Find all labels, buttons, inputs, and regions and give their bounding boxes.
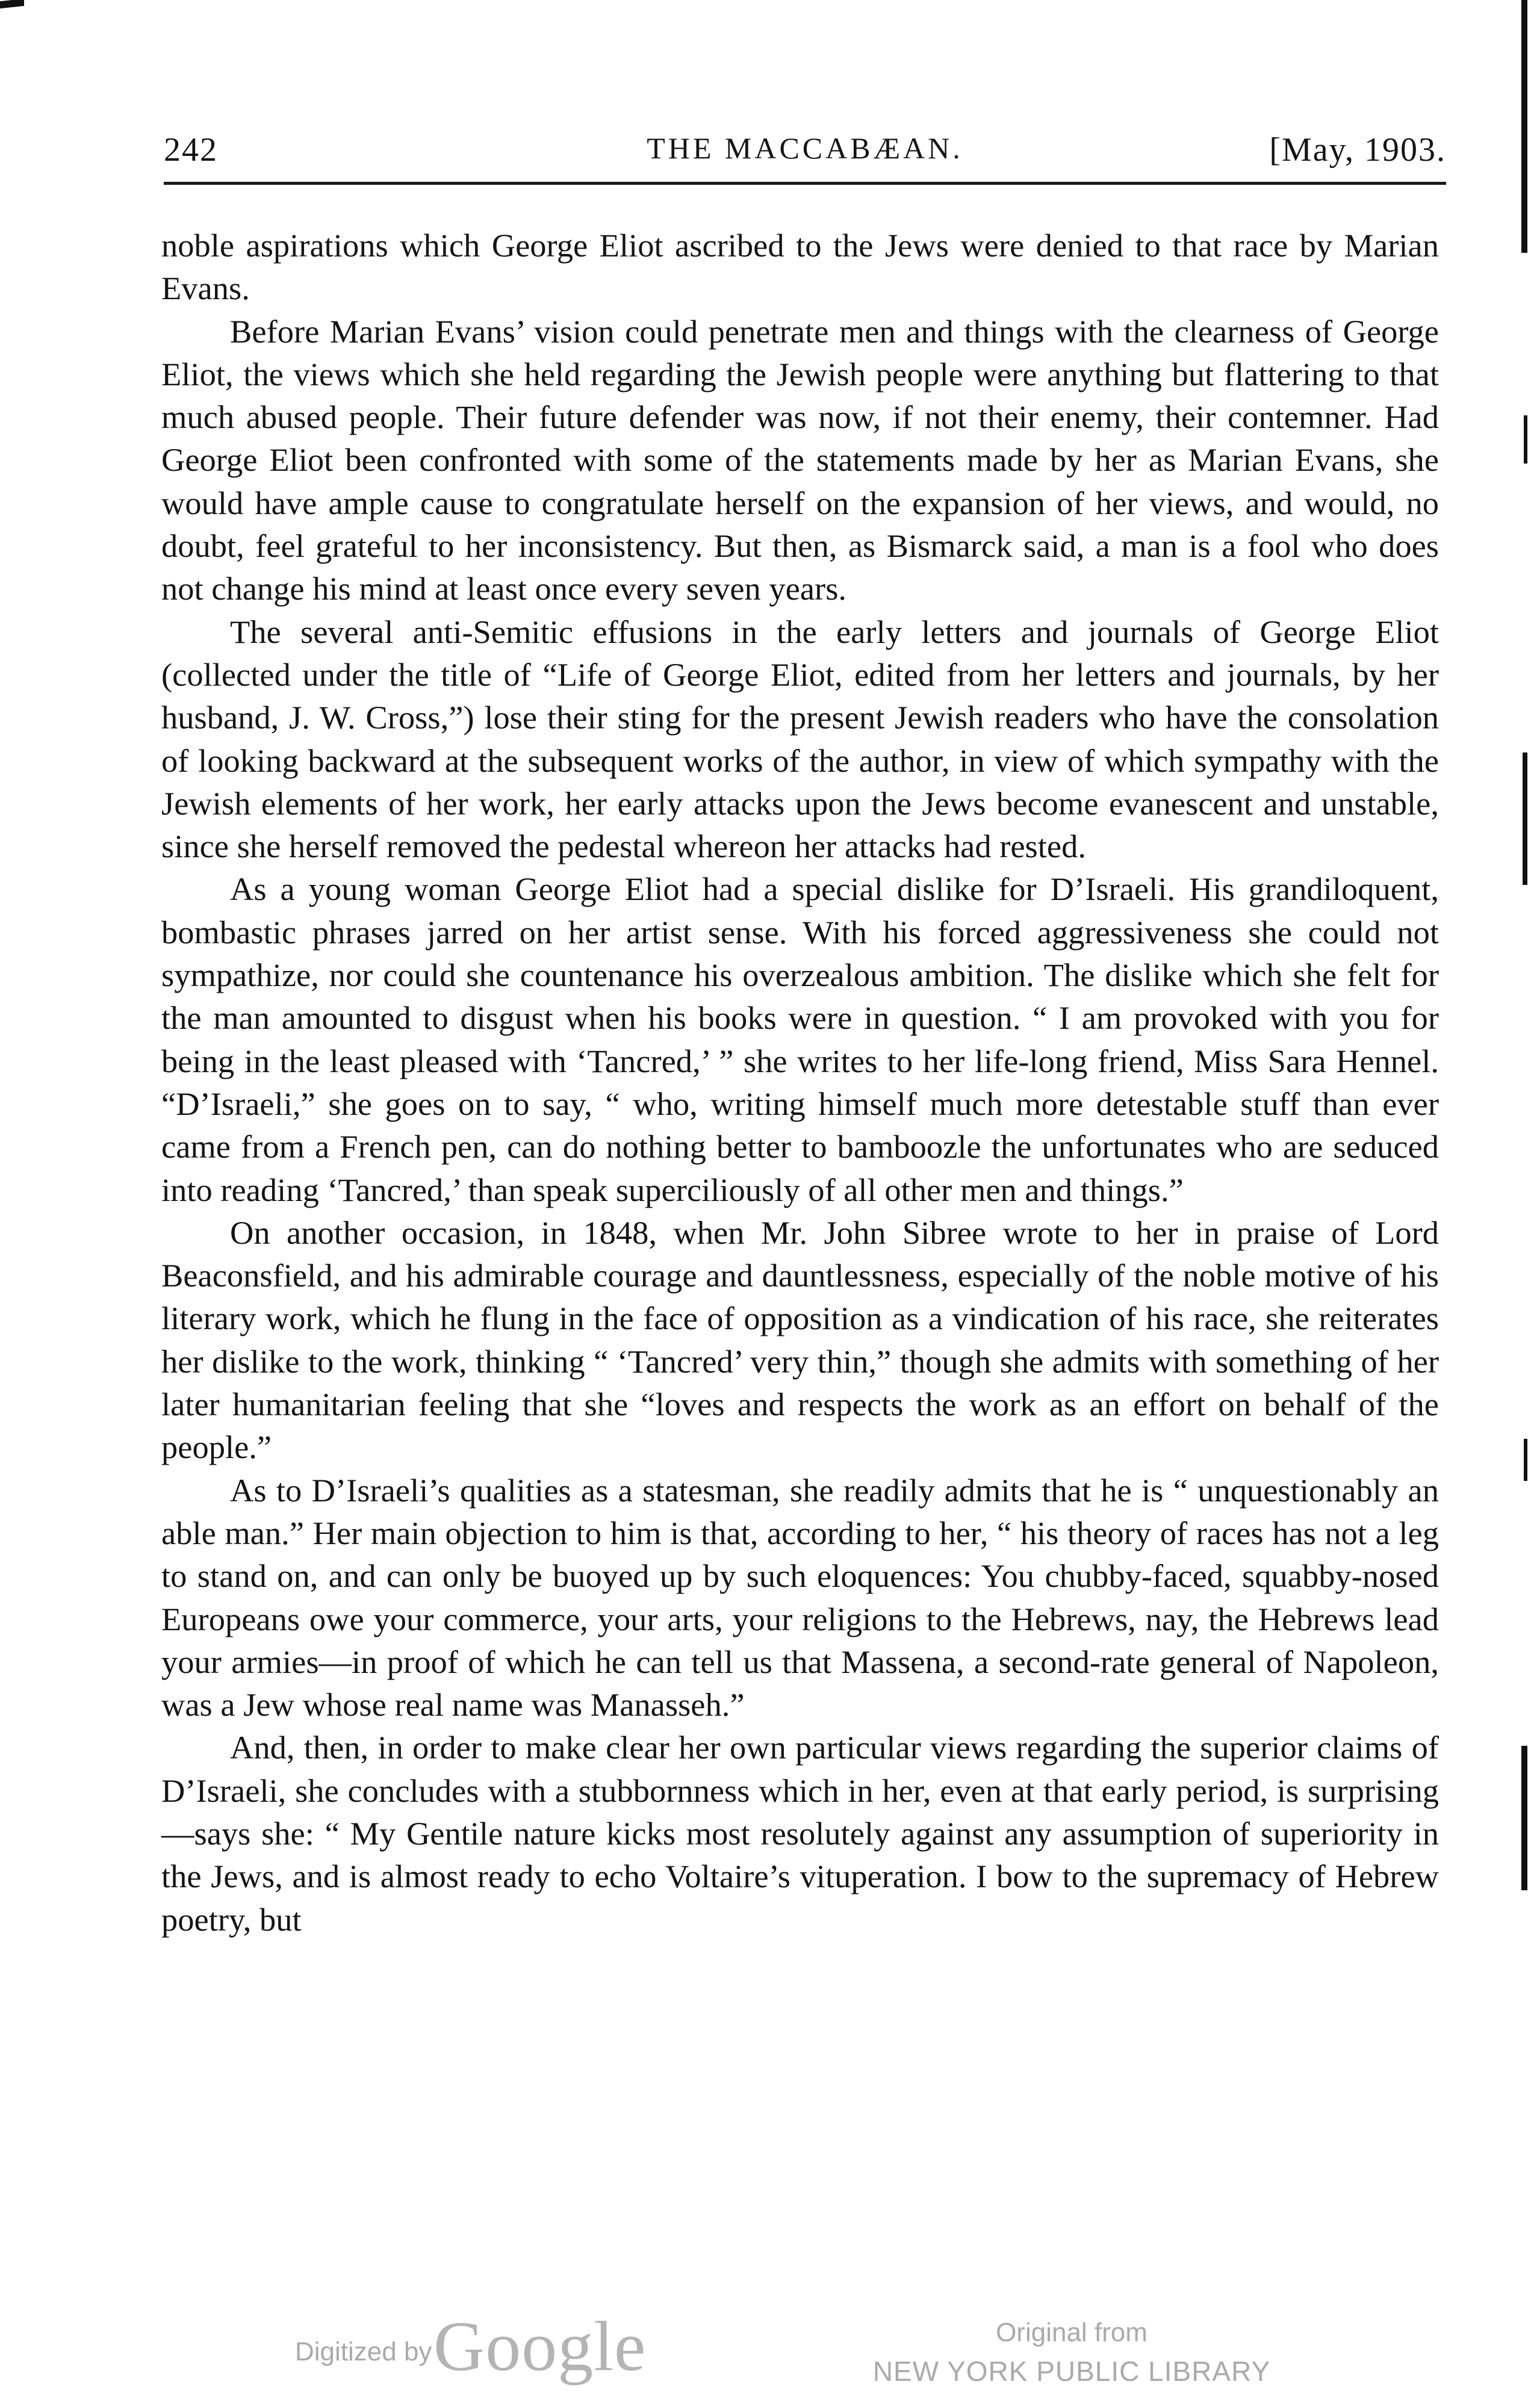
paragraph: On another occasion, in 1848, when Mr. John Sibree wrote to her in praise of Lord Beaconsfield, and his admirable courage and dauntlessness, especially of the noble motive of his literary work, which he flung in the face of opposition as a vindication of his race, she reiterates her dislike to the work, thinking “ ‘Tancred’ very thin,” though she admits with something of her later humanitarian feeling that she “loves and respects the work as an effort on behalf of the people.”: [161, 1214, 1439, 1466]
running-head: [164, 123, 1446, 172]
page-number: 242: [164, 131, 218, 169]
journal-title: THE MACCABÆAN.: [647, 131, 963, 165]
header-rule: [164, 182, 1446, 185]
digitization-footer: [0, 2306, 1531, 2390]
issue-date: [May, 1903.: [1269, 131, 1446, 169]
scan-edge-artifact: [1514, 0, 1531, 2408]
paragraph: As to D’Israeli’s qualities as a statesman, she readily admits that he is “ unquestionably an able man.” Her main objection to him is that, according to her, “ his theory of races has not a leg to stand on, and can only be buoyed up by such eloquences: You chubby-faced, squabby-nosed Europeans owe your commerce, your arts, your religions to the Hebrews, nay, the Hebrews lead your armies—in proof of which he can tell us that Massena, a second-rate general of Napoleon, was a Jew whose real name was Manasseh.”: [161, 1471, 1439, 1724]
article-body: [161, 224, 1439, 1941]
paragraph: As a young woman George Eliot had a special dislike for D’Israeli. His grandiloquent, bombastic phrases jarred on her artist sense. With his forced aggressiveness she could not sympathize, nor could she countenance his overzealous ambition. The dislike which she felt for the man amounted to disgust when his books were in question. “ I am provoked with you for being in the least pleased with ‘Tancred,’ ” she writes to her life-long friend, Miss Sara Hennel. “D’Israeli,” she goes on to say, “ who, writing himself much more detestable stuff than ever came from a French pen, can do nothing better to bamboozle the unfortunates who are seduced into reading ‘Tancred,’ than speak superciliously of all other men and things.”: [161, 870, 1439, 1208]
paragraph: And, then, in order to make clear her own particular views regarding the superior claims of D’Israeli, she concludes with a stubbornness which in her, even at that early period, is surprising—says she: “ My Gentile nature kicks most resolutely against any assumption of superiority in the Jews, and is almost ready to echo Voltaire’s vituperation. I bow to the supremacy of Hebrew poetry, but: [161, 1729, 1439, 1938]
scan-corner-mark: [0, 0, 24, 8]
original-from-label: Original from: [996, 2318, 1147, 2347]
paragraph: Before Marian Evans’ vision could penetrate men and things with the clearness of George Eliot, the views which she held regarding the Jewish people were anything but flattering to that much abused people. Their future defender was now, if not their enemy, their contemner. Had George Eliot been confronted with some of the statements made by her as Marian Evans, she would have ample cause to congratulate herself on the expansion of her views, and would, no doubt, feel grateful to her inconsistency. But then, as Bismarck said, a man is a fool who does not change his mind at least once every seven years.: [161, 312, 1439, 607]
paragraph: The several anti-Semitic effusions in the early letters and journals of George Eliot (collected under the title of “Life of George Eliot, edited from her letters and journals, by her husband, J. W. Cross,”) lose their sting for the present Jewish readers who have the consolation of looking backward at the subsequent works of the author, in view of which sympathy with the Jewish elements of her work, her early attacks upon the Jews become evanescent and unstable, since she herself removed the pedestal whereon her attacks had rested.: [161, 613, 1439, 865]
digitized-by-label: Digitized by: [295, 2337, 432, 2366]
library-name: NEW YORK PUBLIC LIBRARY: [872, 2356, 1271, 2387]
paragraph: noble aspirations which George Eliot ascribed to the Jews were denied to that race by Marian Evans.: [161, 227, 1439, 307]
google-logo: Google: [433, 2307, 647, 2386]
